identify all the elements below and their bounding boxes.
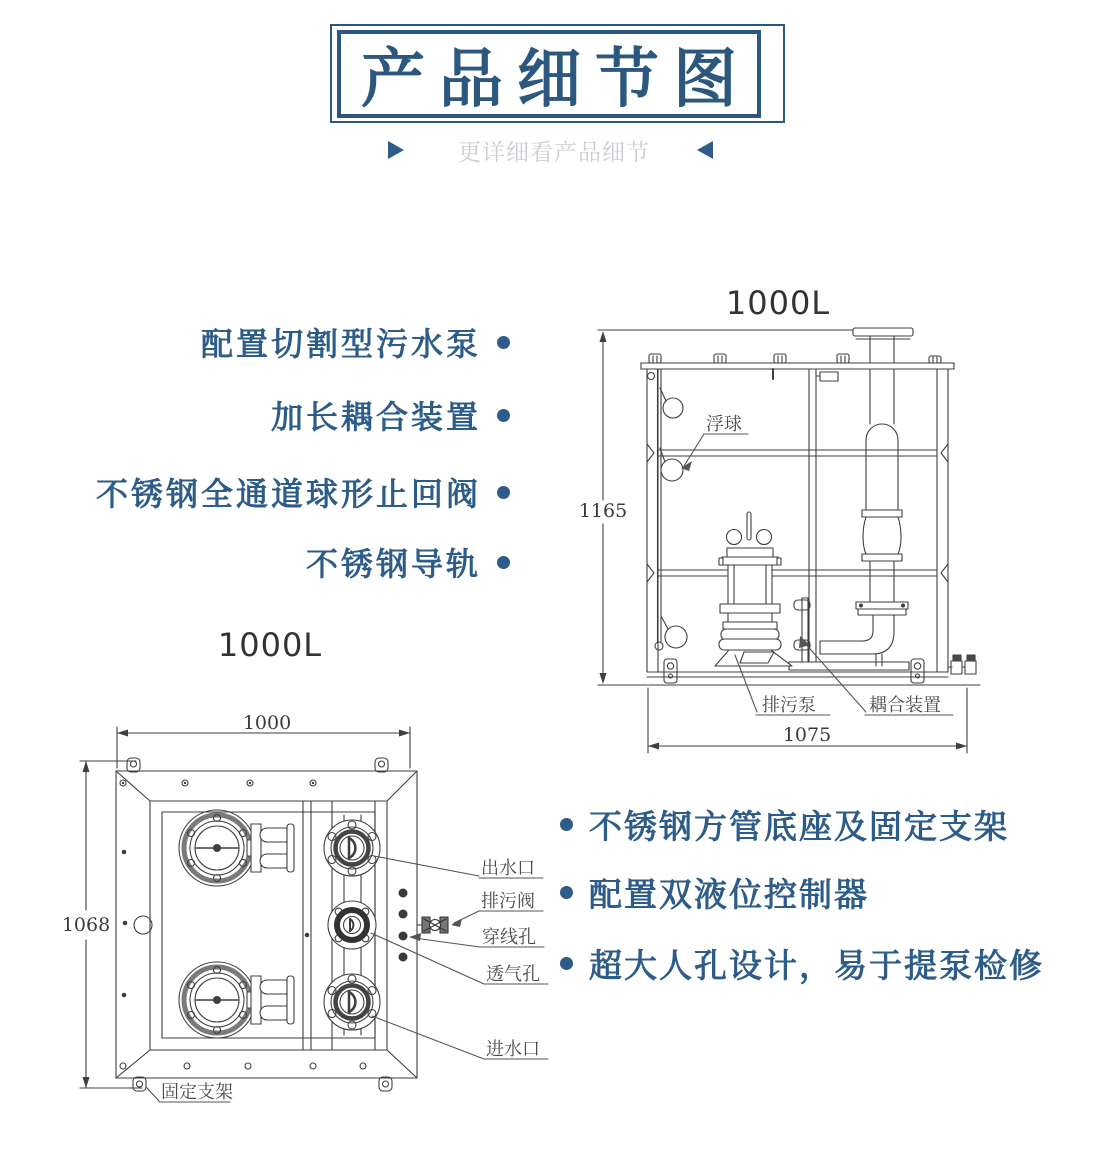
discharge-pipe — [820, 328, 913, 666]
page-title: 产品细节图 — [361, 43, 751, 115]
outlet-label — [374, 856, 543, 878]
feature-label: 不锈钢全通道球形止回阀 — [95, 476, 481, 512]
feature-label: 配置双液位控制器 — [589, 876, 869, 913]
top-view-volume-label: 1000L — [217, 626, 323, 664]
float-ball — [660, 388, 683, 418]
height-dim-value: 1068 — [61, 914, 111, 936]
feature-label: 不锈钢方管底座及固定支架 — [589, 808, 1009, 845]
coupling-label — [799, 636, 953, 715]
feature-item — [560, 801, 1009, 848]
svg-text:固定支架: 固定支架 — [161, 1082, 233, 1102]
feature-label: 超大人孔设计，易于提泵检修 — [589, 947, 1044, 984]
inlet-port — [324, 974, 380, 1030]
drain-valve-label — [451, 891, 543, 927]
top-view-diagram — [55, 610, 560, 1115]
feature-item — [560, 869, 869, 916]
float-ball — [660, 448, 683, 481]
svg-text:进水口: 进水口 — [486, 1039, 540, 1059]
feature-item — [60, 319, 510, 365]
coupling-label-text: 耦合装置 — [869, 695, 941, 715]
left-triangle-icon — [697, 141, 713, 159]
manhole-port — [179, 810, 294, 886]
port-column — [324, 801, 408, 1050]
svg-text:透气孔: 透气孔 — [486, 964, 540, 984]
height-dim-value: 1165 — [578, 500, 628, 522]
external-valve — [948, 655, 976, 674]
feature-label: 不锈钢导轨 — [305, 546, 481, 582]
drain-valve — [417, 917, 448, 933]
sewage-pump — [715, 512, 792, 666]
bullet-icon — [560, 818, 573, 831]
inlet-label — [372, 1016, 548, 1059]
feature-label: 加长耦合装置 — [270, 399, 481, 435]
float-ball — [661, 616, 687, 648]
feature-label: 配置切割型污水泵 — [200, 326, 481, 362]
width-dim-value: 1075 — [782, 724, 832, 746]
side-view-height-dimension — [579, 330, 853, 684]
float-label-text: 浮球 — [706, 414, 742, 434]
feature-item — [560, 940, 1044, 987]
bullet-icon — [560, 957, 573, 970]
feature-item — [60, 469, 510, 515]
manhole-port — [179, 962, 294, 1038]
page-subtitle: 更详细看产品细节 — [458, 139, 650, 165]
side-view-volume-label: 1000L — [725, 284, 831, 322]
right-triangle-icon — [388, 141, 404, 159]
bullet-icon — [497, 409, 510, 422]
bracket-label — [146, 1082, 233, 1102]
title-box — [337, 30, 761, 118]
feature-item — [60, 392, 510, 438]
guide-pipes — [809, 369, 838, 662]
float-switch-assembly — [655, 369, 687, 650]
tank-outline — [641, 354, 954, 683]
bullet-icon — [560, 886, 573, 899]
top-view-width-dimension — [117, 712, 410, 768]
outlet-port — [324, 820, 380, 876]
svg-text:出水口: 出水口 — [481, 858, 535, 878]
vent-port — [328, 901, 376, 949]
width-dim-value: 1000 — [242, 712, 292, 734]
bullet-icon — [497, 486, 510, 499]
bullet-icon — [497, 556, 510, 569]
feature-item — [60, 539, 510, 585]
bullet-icon — [497, 336, 510, 349]
svg-text:穿线孔: 穿线孔 — [482, 927, 536, 947]
float-ball-label — [681, 414, 748, 471]
svg-text:排污阀: 排污阀 — [481, 891, 535, 911]
top-view-height-dimension — [62, 761, 142, 1088]
lid-clamps — [649, 354, 941, 363]
side-view-diagram — [575, 283, 995, 763]
pump-label-text: 排污泵 — [762, 695, 816, 715]
